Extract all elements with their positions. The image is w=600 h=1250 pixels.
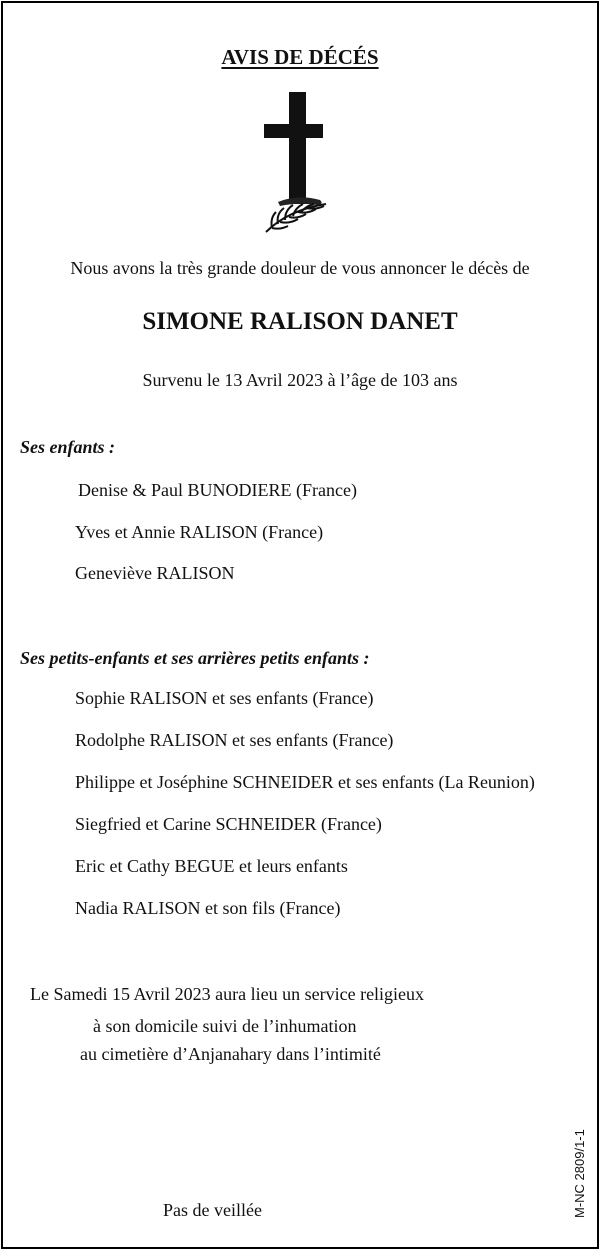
grandchild-item: Eric et Cathy BEGUE et leurs enfants xyxy=(75,856,348,876)
service-line-1: Le Samedi 15 Avril 2023 aura lieu un service religieux xyxy=(30,984,425,1004)
death-info: Survenu le 13 Avril 2023 à l’âge de 103 ans xyxy=(142,370,458,390)
grandchild-item: Nadia RALISON et son fils (France) xyxy=(75,898,341,918)
grandchild-item: Philippe et Joséphine SCHNEIDER et ses enfants (La Reunion) xyxy=(75,772,535,792)
grandchild-item: Rodolphe RALISON et ses enfants (France) xyxy=(75,730,394,750)
grandchild-item: Sophie RALISON et ses enfants (France) xyxy=(75,688,374,708)
reference-code: M-NC 2809/1-1 xyxy=(572,1129,587,1218)
child-item: Geneviève RALISON xyxy=(75,563,235,583)
grandchild-item: Siegfried et Carine SCHNEIDER (France) xyxy=(75,814,382,834)
children-heading: Ses enfants : xyxy=(20,437,116,457)
notice-title: AVIS DE DÉCÉS xyxy=(221,45,379,69)
service-line-3: au cimetière d’Anjanahary dans l’intimité xyxy=(80,1044,381,1064)
child-item: Yves et Annie RALISON (France) xyxy=(75,522,324,542)
intro-text: Nous avons la très grande douleur de vous annoncer le décès de xyxy=(70,258,530,278)
no-wake-note: Pas de veillée xyxy=(163,1200,262,1220)
service-line-2: à son domicile suivi de l’inhumation xyxy=(93,1016,357,1036)
child-item: Denise & Paul BUNODIERE (France) xyxy=(78,480,357,500)
grandchildren-heading: Ses petits-enfants et ses arrières petits enfants : xyxy=(20,648,370,668)
deceased-name: SIMONE RALISON DANET xyxy=(142,308,458,335)
cross-with-palm-icon xyxy=(258,92,338,242)
